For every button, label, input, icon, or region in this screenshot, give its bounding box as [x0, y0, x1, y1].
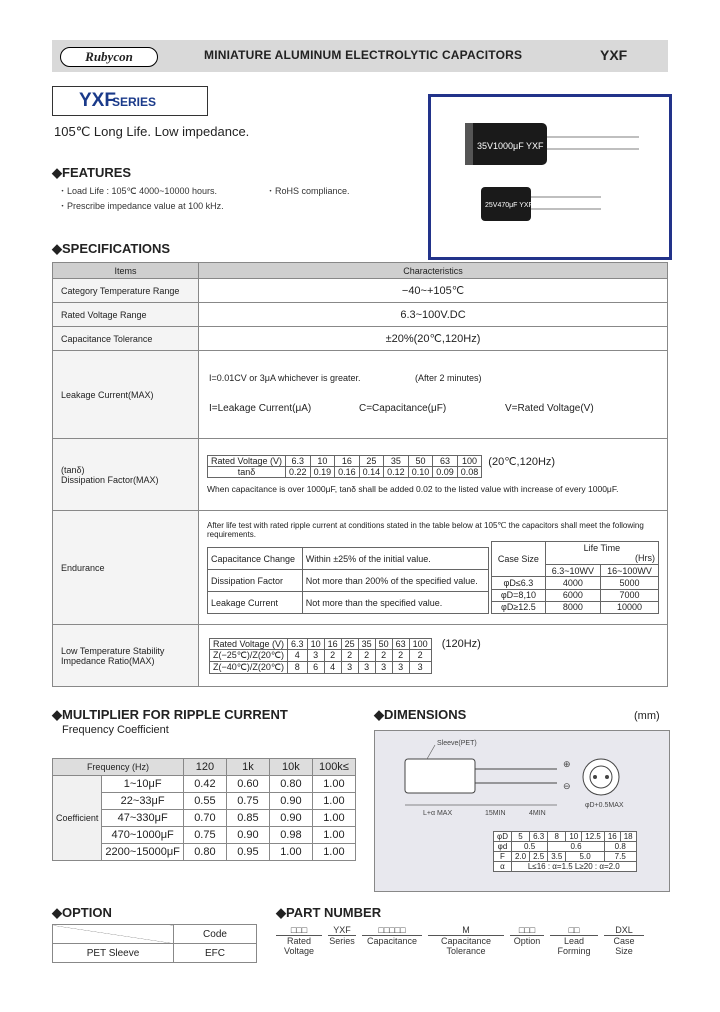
ripple-val: 0.75 [226, 793, 269, 810]
life-case-size: Case Size [492, 542, 546, 577]
pn-label: Option [513, 936, 541, 946]
ripple-val: 0.80 [183, 844, 226, 861]
life-time-title [545, 542, 658, 565]
features-title: ◆FEATURES [52, 165, 132, 180]
spec-label: Leakage Current(MAX) [53, 351, 199, 439]
ripple-freq-label: Frequency (Hz) [53, 759, 184, 776]
lt-r1: 4 [288, 649, 308, 661]
lt-v: 100 [409, 638, 431, 649]
dim-f: 2.5 [530, 852, 548, 862]
ripple-val: 1.00 [312, 844, 355, 861]
spec-label-dissipation [53, 439, 199, 511]
pn-segment [276, 925, 322, 956]
option-title: ◆OPTION [52, 905, 112, 920]
ripple-val: 0.90 [226, 827, 269, 844]
dim-a-label: α [494, 862, 512, 872]
lt-v: 25 [341, 638, 358, 649]
spec-label: Rated Voltage Range [53, 303, 199, 327]
endurance-req-table [207, 547, 489, 614]
ripple-table [52, 758, 356, 861]
option-code-label: Code [174, 925, 257, 944]
lt-r2: 4 [324, 661, 341, 673]
dim-f: 7.5 [604, 852, 636, 862]
dim-head: 12.5 [582, 832, 605, 842]
feature-item: ・Prescribe impedance value at 100 kHz. [58, 201, 224, 211]
lt-r1: 2 [358, 649, 375, 661]
pn-code: □□ [550, 925, 598, 936]
life-b: 7000 [600, 589, 658, 601]
leakage-c-def: C=Capacitance(μF) [359, 402, 447, 414]
option-code: EFC [174, 944, 257, 963]
dimensions-unit: (mm) [634, 710, 660, 722]
life-a: 4000 [545, 577, 600, 589]
df-v: 35 [384, 456, 409, 467]
ripple-val: 1.00 [312, 793, 355, 810]
tagline: 105℃ Long Life. Low impedance. [54, 124, 250, 139]
lt-v: 16 [324, 638, 341, 649]
pn-code: YXF [328, 925, 356, 936]
series-suffix: SERIES [112, 95, 157, 109]
lt-r2: 6 [307, 661, 324, 673]
header-series: YXF [600, 47, 628, 63]
feature-item: ・Load Life : 105℃ 4000~10000 hours. [58, 186, 217, 196]
dim-d: 0.6 [548, 842, 605, 852]
lt-r2: 8 [288, 661, 308, 673]
big-cap-label: 35V1000μF YXF [477, 141, 544, 151]
ripple-val: 0.90 [269, 810, 312, 827]
svg-text:⊖: ⊖ [563, 781, 571, 791]
pn-label: Series [329, 936, 355, 946]
life-b: 10000 [600, 601, 658, 613]
capacitor-illustration [431, 97, 669, 257]
ripple-val: 1.00 [312, 810, 355, 827]
df-v: 63 [433, 456, 458, 467]
ripple-val: 1.00 [312, 827, 355, 844]
ripple-freq: 100k≤ [312, 759, 355, 776]
lt-r2: 3 [392, 661, 409, 673]
end-val: Not more than the specified value. [302, 592, 488, 614]
dissipation-table [207, 455, 482, 478]
lt-r1: 2 [375, 649, 392, 661]
df-tan: 0.10 [408, 467, 433, 478]
lt-r1: 2 [324, 649, 341, 661]
spec-label: Endurance [53, 511, 199, 625]
df-v: 50 [408, 456, 433, 467]
lt-v: 35 [358, 638, 375, 649]
option-item: PET Sleeve [53, 944, 174, 963]
dissipation-label-2: Dissipation Factor(MAX) [61, 474, 159, 485]
pn-label: Case Size [613, 936, 635, 956]
life-time-label: Life Time [583, 543, 621, 554]
lt-v: 63 [392, 638, 409, 649]
dim-head: φD [494, 832, 512, 842]
end-key: Capacitance Change [208, 548, 303, 570]
spec-label: Category Temperature Range [53, 279, 199, 303]
low-temp-label-1: Low Temperature Stability [61, 645, 165, 656]
endurance-desc: After life test with rated ripple current at conditions stated in the table below at 105℃ the capacitors shall meet the following requirements. [207, 521, 644, 539]
leakage-cell [199, 351, 668, 439]
end-key: Dissipation Factor [208, 570, 303, 592]
dim-f-label: F [494, 852, 512, 862]
dim-d-label: φd [494, 842, 512, 852]
lt-r2: 3 [409, 661, 431, 673]
specifications-table [52, 262, 668, 687]
dimension-table [493, 831, 637, 872]
end-key: Leakage Current [208, 592, 303, 614]
end-val: Within ±25% of the initial value. [302, 548, 488, 570]
pn-segment [604, 925, 644, 956]
dim-head: 16 [604, 832, 620, 842]
leakage-v-def: V=Rated Voltage(V) [505, 402, 594, 414]
lt-r1: 2 [392, 649, 409, 661]
pn-segment [428, 925, 504, 956]
dimensions-title: ◆DIMENSIONS [374, 707, 467, 722]
life-size: φD≥12.5 [492, 601, 546, 613]
life-col-b: 16~100WV [600, 565, 658, 577]
df-tan: 0.09 [433, 467, 458, 478]
ripple-val: 0.60 [226, 776, 269, 793]
df-condition: (20℃,120Hz) [488, 456, 556, 468]
ripple-cap: 2200~15000μF [102, 844, 184, 861]
end-val: Not more than 200% of the specified value. [302, 570, 488, 592]
pn-code: □□□□□ [362, 925, 422, 936]
dimensions-drawing [374, 730, 670, 892]
df-tan: 0.12 [384, 467, 409, 478]
df-note: When capacitance is over 1000μF, tanδ shall be added 0.02 to the listed value with increase of every 1000μF. [207, 484, 619, 494]
lt-r2-label: Z(−40℃)/Z(20℃) [210, 661, 288, 673]
dim-head: 18 [620, 832, 636, 842]
ripple-val: 0.75 [183, 827, 226, 844]
ripple-cap: 22~33μF [102, 793, 184, 810]
df-tan: 0.22 [286, 467, 311, 478]
small-cap-label: 25V470μF YXF [485, 202, 533, 209]
ripple-freq: 10k [269, 759, 312, 776]
dim-a: L≤16 : α=1.5 L≥20 : α=2.0 [511, 862, 636, 872]
ripple-val: 1.00 [269, 844, 312, 861]
life-col-a: 6.3~10WV [545, 565, 600, 577]
life-b: 5000 [600, 577, 658, 589]
spec-label-low-temp [53, 625, 199, 687]
lt-r2: 3 [358, 661, 375, 673]
pn-code: □□□ [276, 925, 322, 936]
pn-code: DXL [604, 925, 644, 936]
dim-head: 8 [548, 832, 566, 842]
df-tan: 0.16 [335, 467, 360, 478]
spec-value: ±20%(20℃,120Hz) [199, 327, 668, 351]
ripple-val: 0.90 [269, 793, 312, 810]
min4-label: 4MIN [529, 810, 546, 817]
pn-segment [328, 925, 356, 956]
svg-text:⊕: ⊕ [563, 759, 571, 769]
option-table [52, 924, 257, 963]
ripple-val: 0.98 [269, 827, 312, 844]
dissipation-label-1: (tanδ) [61, 464, 85, 475]
life-time-table [491, 541, 659, 614]
ripple-val: 0.42 [183, 776, 226, 793]
low-temp-label-2: Impedance Ratio(MAX) [61, 655, 155, 666]
dimension-diagram [375, 731, 669, 829]
dissipation-cell [199, 439, 668, 511]
dim-f: 2.0 [511, 852, 529, 862]
lt-condition: (120Hz) [441, 637, 481, 650]
pn-code: M [428, 925, 504, 936]
low-temp-table [209, 638, 432, 674]
life-a: 8000 [545, 601, 600, 613]
ripple-val: 0.80 [269, 776, 312, 793]
lt-voltage-label: Rated Voltage (V) [210, 638, 288, 649]
dim-head: 5 [511, 832, 529, 842]
lmax-label: L+α MAX [423, 810, 453, 817]
df-v: 16 [335, 456, 360, 467]
pn-code: □□□ [510, 925, 544, 936]
ripple-val: 1.00 [312, 776, 355, 793]
page-title: MINIATURE ALUMINUM ELECTROLYTIC CAPACITORS [204, 48, 523, 62]
ripple-subtitle: Frequency Coefficient [62, 724, 169, 736]
ripple-cap: 47~330μF [102, 810, 184, 827]
leakage-formula: I=0.01CV or 3μA whichever is greater. [209, 372, 361, 383]
ripple-title: ◆MULTIPLIER FOR RIPPLE CURRENT [52, 707, 288, 722]
life-size: φD≤6.3 [492, 577, 546, 589]
df-v: 25 [359, 456, 384, 467]
ripple-val: 0.55 [183, 793, 226, 810]
pn-label: Rated Voltage [283, 936, 315, 956]
ripple-freq: 1k [226, 759, 269, 776]
spec-header-items: Items [53, 263, 199, 279]
ripple-val: 0.70 [183, 810, 226, 827]
brand-logo: Rubycon [60, 47, 158, 67]
leakage-time: (After 2 minutes) [415, 372, 482, 383]
df-v: 100 [457, 456, 482, 467]
dim-f: 3.5 [548, 852, 566, 862]
phid-label: φD+0.5MAX [585, 802, 624, 809]
ripple-coef-label: Coefficient [53, 776, 102, 861]
feature-item: ・RoHS compliance. [266, 186, 350, 196]
lt-r2: 3 [375, 661, 392, 673]
df-voltage-label: Rated Voltage (V) [208, 456, 286, 467]
spec-value: −40~+105℃ [199, 279, 668, 303]
ripple-cap: 1~10μF [102, 776, 184, 793]
sleeve-label: Sleeve(PET) [437, 740, 477, 747]
dim-d: 0.8 [604, 842, 636, 852]
spec-header-characteristics: Characteristics [199, 263, 668, 279]
ripple-val: 0.85 [226, 810, 269, 827]
ripple-val: 0.95 [226, 844, 269, 861]
series-box [52, 86, 208, 116]
lt-v: 6.3 [288, 638, 308, 649]
pn-label: Capacitance Tolerance [440, 936, 492, 956]
lt-r1-label: Z(−25℃)/Z(20℃) [210, 649, 288, 661]
option-corner [53, 925, 174, 944]
series-name: YXF [79, 90, 116, 111]
df-tan-label: tanδ [208, 467, 286, 478]
df-tan: 0.08 [457, 467, 482, 478]
specifications-title: ◆SPECIFICATIONS [52, 241, 171, 256]
part-number-title: ◆PART NUMBER [276, 905, 382, 920]
lt-v: 50 [375, 638, 392, 649]
life-size: φD=8,10 [492, 589, 546, 601]
lt-r2: 3 [341, 661, 358, 673]
lt-r1: 3 [307, 649, 324, 661]
pn-segment [510, 925, 544, 956]
dim-d: 0.5 [511, 842, 547, 852]
life-a: 6000 [545, 589, 600, 601]
part-number-row [276, 925, 644, 956]
df-tan: 0.14 [359, 467, 384, 478]
pn-label: Lead Forming [557, 936, 591, 956]
life-time-unit: (Hrs) [635, 553, 655, 564]
lt-r1: 2 [409, 649, 431, 661]
dim-head: 10 [566, 832, 582, 842]
pn-label: Capacitance [366, 936, 418, 946]
ripple-cap: 470~1000μF [102, 827, 184, 844]
spec-value: 6.3~100V.DC [199, 303, 668, 327]
spec-label: Capacitance Tolerance [53, 327, 199, 351]
df-tan: 0.19 [310, 467, 335, 478]
df-v: 10 [310, 456, 335, 467]
pn-segment [550, 925, 598, 956]
dim-f: 5.0 [566, 852, 604, 862]
ripple-freq: 120 [183, 759, 226, 776]
lt-v: 10 [307, 638, 324, 649]
product-photo [428, 94, 672, 260]
low-temp-cell [199, 625, 668, 687]
endurance-cell [199, 511, 668, 625]
leakage-i-def: I=Leakage Current(μA) [209, 402, 312, 414]
min15-label: 15MIN [485, 810, 506, 817]
lt-r1: 2 [341, 649, 358, 661]
dim-head: 6.3 [530, 832, 548, 842]
pn-segment [362, 925, 422, 956]
df-v: 6.3 [286, 456, 311, 467]
